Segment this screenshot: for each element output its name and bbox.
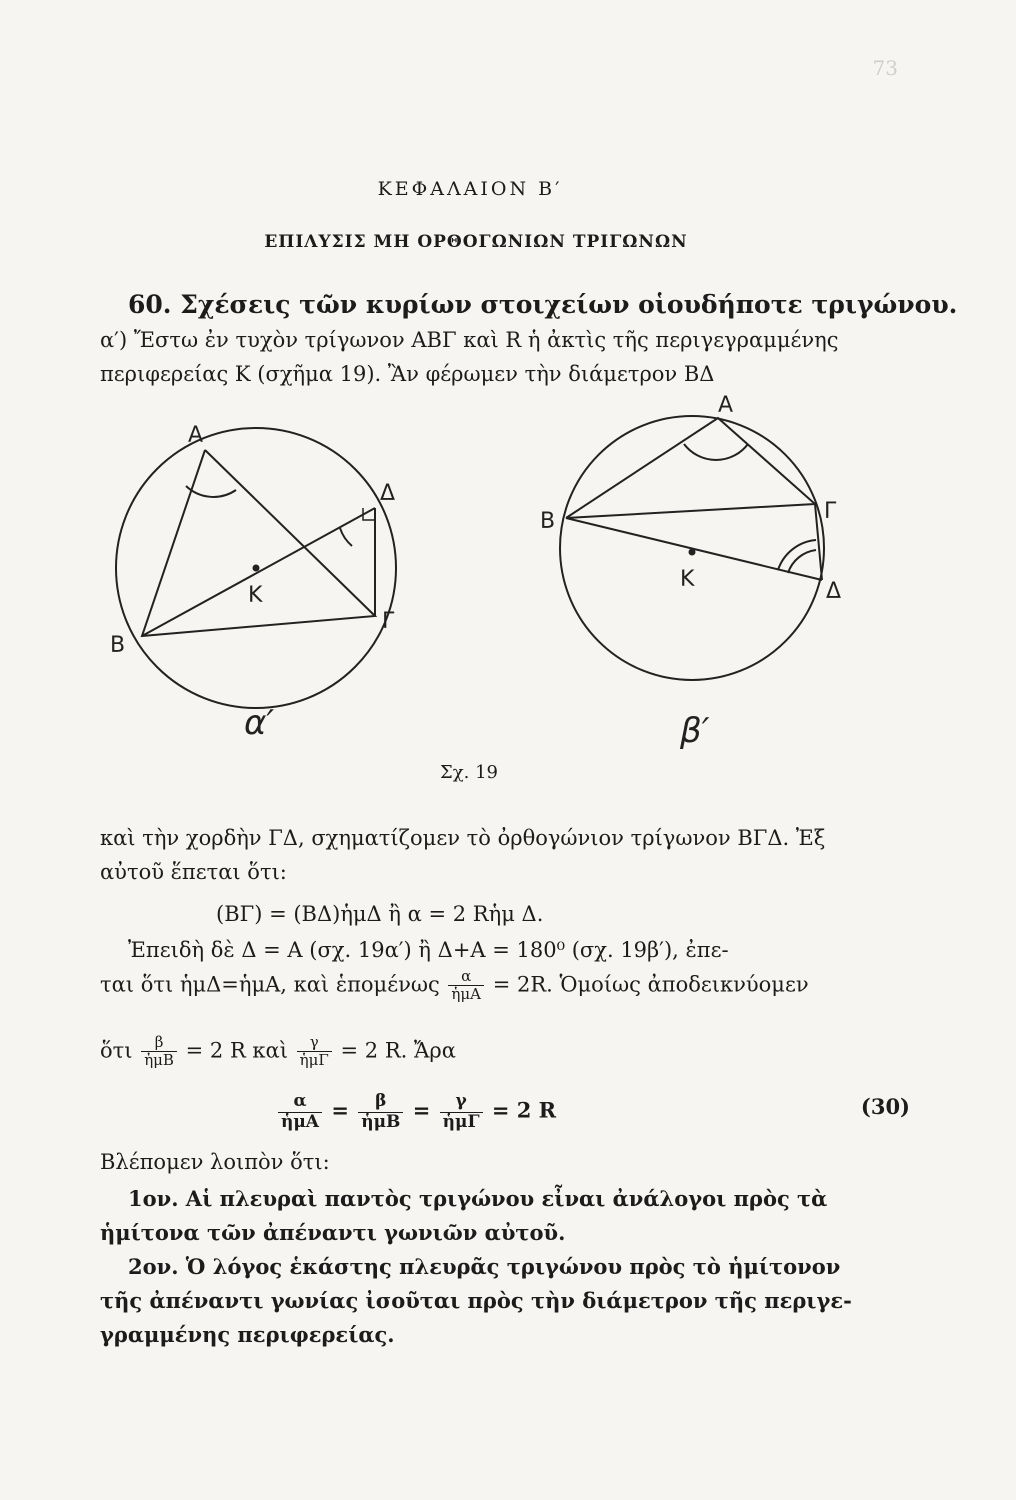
figure-beta: [560, 416, 824, 680]
figure-label-beta: β′: [680, 711, 710, 751]
rule-1-line-2: ἡμίτονα τῶν ἀπέναντι γωνιῶν αὐτοῦ.: [100, 1220, 566, 1245]
angle-arc-a-left: [186, 486, 236, 497]
fraction-den: ἡμΒ: [144, 1051, 174, 1070]
center-k-left: [253, 565, 260, 572]
figure-19: [0, 380, 1016, 760]
triangle-abg-left: [142, 450, 375, 636]
angle-arc-d-right-2: [788, 550, 816, 573]
equation-rhs: = 2 R: [491, 1097, 557, 1123]
line-hence: [100, 968, 809, 1004]
after-line-1: καὶ τὴν χορδὴν ΓΔ, σχηματίζομεν τὸ ὀρθογώνιον τρίγωνον ΒΓΔ. Ἐξ: [100, 826, 826, 850]
law-of-sines-equation: [276, 1092, 556, 1132]
line-hence-pre: ται ὅτι ἡμΔ=ἡμΑ, καὶ ἑπομένως: [100, 972, 440, 997]
chapter-subtitle: ΕΠΙΛΥΣΙΣ ΜΗ ΟΡΘΟΓΩΝΙΩΝ ΤΡΙΓΩΝΩΝ: [264, 232, 688, 252]
fraction-main-a: [278, 1092, 322, 1132]
rule-2-line-2: τῆς ἀπέναντι γωνίας ἰσοῦται πρὸς τὴν διάμετρον τῆς περιγε-: [100, 1288, 852, 1313]
section-title: 60. Σχέσεις τῶν κυρίων στοιχείων οἱουδήποτε τριγώνου.: [128, 290, 958, 319]
label-k-left: Κ: [248, 583, 263, 608]
fraction-num: α: [278, 1092, 322, 1113]
label-b-right: Β: [540, 509, 556, 534]
line-also-pre: ὅτι: [100, 1038, 133, 1063]
rule-1-line-1: 1ον. Αἱ πλευραὶ παντὸς τριγώνου εἶναι ἀνάλογοι πρὸς τὰ: [128, 1186, 828, 1211]
fraction-den: ἡμΑ: [451, 985, 481, 1004]
label-g-left: Γ: [382, 609, 395, 634]
fraction-num: β: [141, 1034, 177, 1052]
fraction-num: β: [358, 1092, 403, 1113]
angle-arc-a-right: [684, 444, 748, 460]
equals-sign: =: [412, 1097, 431, 1123]
label-a-right: Α: [718, 393, 734, 418]
fraction-c-sinC: [297, 1034, 332, 1070]
line-since: Ἐπειδὴ δὲ Δ = Α (σχ. 19α′) ἢ Δ+Α = 180⁰ (σχ. 19β′), ἐπε-: [128, 938, 729, 962]
label-d-left: Δ: [380, 481, 396, 506]
figure-caption: Σχ. 19: [440, 762, 498, 783]
equation-number: (30): [860, 1094, 910, 1119]
fraction-a-sinA: [448, 968, 484, 1004]
fraction-den: ἡμΓ: [299, 1051, 329, 1070]
line-also-post: = 2 R. Ἄρα: [340, 1038, 456, 1063]
label-a-left: Α: [188, 423, 204, 448]
label-k-right: Κ: [680, 567, 695, 592]
angle-arc-d-left: [340, 528, 352, 546]
center-k-right: [689, 549, 696, 556]
fraction-num: γ: [297, 1034, 332, 1052]
fraction-main-c: [440, 1092, 483, 1132]
chapter-heading: ΚΕΦΑΛΑΙΟΝ Β′: [377, 178, 563, 200]
after-line-2: αὐτοῦ ἕπεται ὅτι:: [100, 860, 287, 884]
equation-bg-bd: (ΒΓ) = (ΒΔ)ἡμΔ ἢ α = 2 Rἡμ Δ.: [216, 902, 544, 926]
page-number: 73: [872, 56, 898, 80]
diameter-bd-left: [142, 508, 375, 636]
rule-2-line-1: 2ον. Ὁ λόγος ἑκάστης πλευρᾶς τριγώνου πρὸς τὸ ἡμίτονον: [128, 1254, 841, 1279]
line-also-mid: = 2 R καὶ: [185, 1038, 288, 1063]
fraction-den: ἡμΑ: [281, 1111, 319, 1132]
intro-line-1: α′) Ἔστω ἐν τυχὸν τρίγωνον ΑΒΓ καὶ R ἡ ἀκτὶς τῆς περιγεγραμμένης: [100, 328, 839, 352]
chord-gd-right: [815, 504, 822, 580]
fraction-num: γ: [440, 1092, 483, 1113]
fraction-den: ἡμΓ: [442, 1111, 480, 1132]
label-d-right: Δ: [826, 579, 842, 604]
fraction-main-b: [358, 1092, 403, 1132]
triangle-abg-right: [566, 418, 815, 518]
label-b-left: Β: [110, 633, 126, 658]
label-g-right: Γ: [824, 499, 837, 524]
rule-2-line-3: γραμμένης περιφερείας.: [100, 1322, 395, 1347]
intro-line-2: περιφερείας Κ (σχῆμα 19). Ἂν φέρωμεν τὴν διάμετρον ΒΔ: [100, 362, 715, 386]
angle-arc-d-right-1: [778, 540, 816, 570]
fraction-den: ἡμΒ: [361, 1111, 401, 1132]
fraction-b-sinB: [141, 1034, 177, 1070]
see-line: Βλέπομεν λοιπὸν ὅτι:: [100, 1150, 330, 1174]
figure-label-alpha: α′: [244, 703, 275, 743]
line-also: [100, 1034, 456, 1070]
fraction-num: α: [448, 968, 484, 986]
equals-sign: =: [331, 1097, 349, 1123]
line-hence-post: = 2R. Ὁμοίως ἀποδεικνύομεν: [492, 972, 809, 997]
